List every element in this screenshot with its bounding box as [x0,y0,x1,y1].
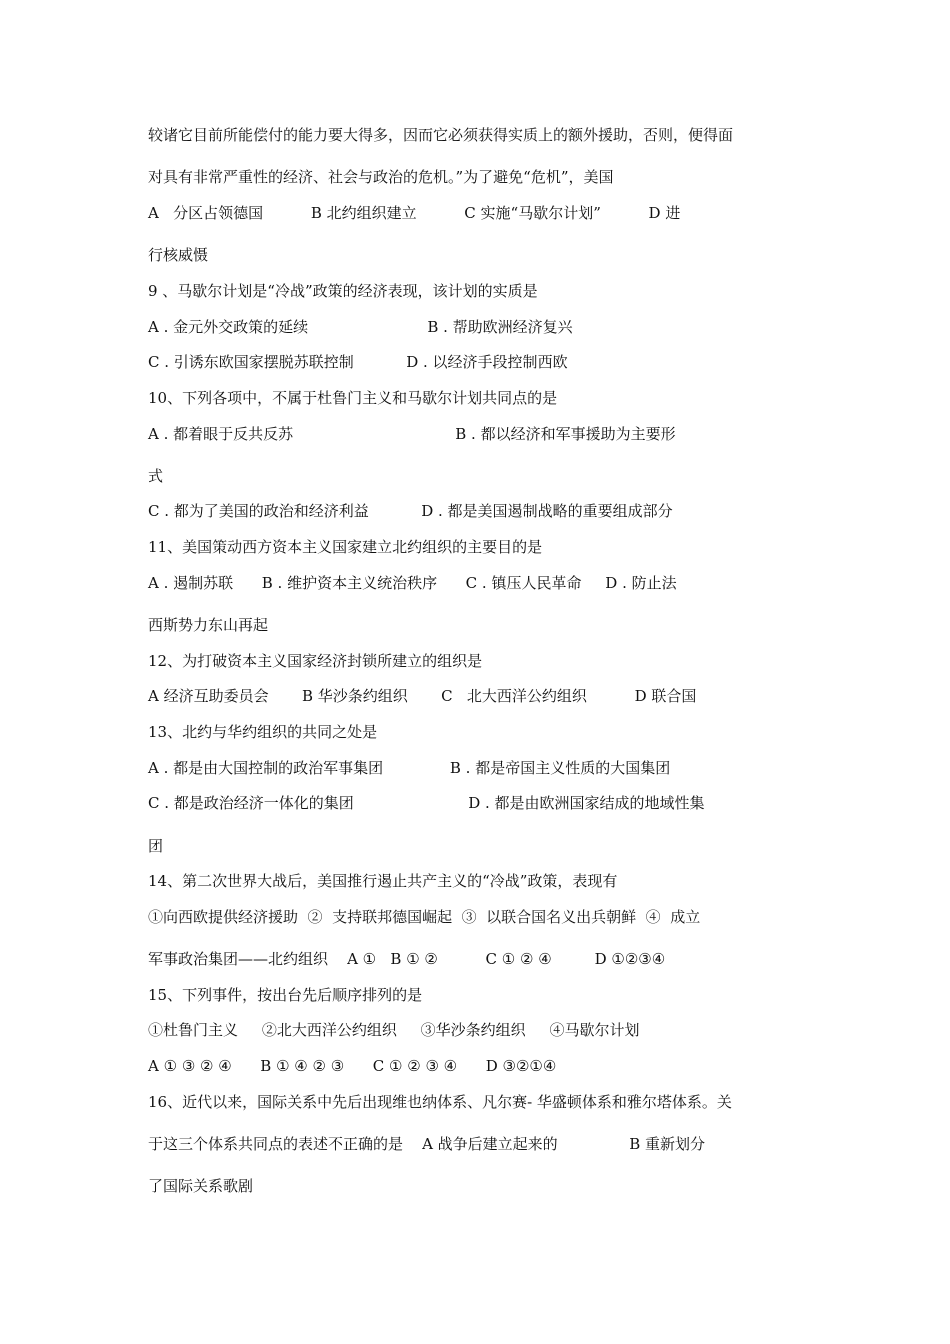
text-line: A . 都着眼于反共反苏 B . 都以经济和军事援助为主要形 [148,425,676,443]
text-line: 行核威慑 [148,246,209,264]
text-line: 对具有非常严重性的经济、社会与政治的危机。”为了避免“危机”，美国 [148,168,614,186]
text-line: ①杜鲁门主义 ②北大西洋公约组织 ③华沙条约组织 ④马歇尔计划 [148,1021,640,1039]
text-line: 较诸它目前所能偿付的能力要大得多，因而它必须获得实质上的额外援助，否则，便得面 [148,126,734,144]
text-line: C . 引诱东欧国家摆脱苏联控制 D . 以经济手段控制西欧 [148,353,568,371]
text-line: A . 遏制苏联 B . 维护资本主义统治秩序 C . 镇压人民革命 D . 防止法 [148,574,677,592]
question-9: 9 、马歇尔计划是“冷战”政策的经济表现，该计划的实质是 [148,282,538,300]
text-line: 了国际关系歌剧 [148,1177,254,1195]
text-line: C . 都是政治经济一体化的集团 D . 都是由欧洲国家结成的地域性集 [148,794,705,812]
text-line: A . 都是由大国控制的政治军事集团 B . 都是帝国主义性质的大国集团 [148,759,671,777]
question-15: 15、下列事件，按出台先后顺序排列的是 [148,986,423,1004]
question-16: 16、近代以来，国际关系中先后出现维也纳体系、凡尔赛- 华盛顿体系和雅尔塔体系。关 [148,1093,732,1111]
text-line: 团 [148,837,164,855]
text-line: A ① ③ ② ④ B ① ④ ② ③ C ① ② ③ ④ D ③②①④ [148,1057,557,1075]
text-line: A 分区占领德国 B 北约组织建立 C 实施“马歇尔计划” D 进 [148,204,681,222]
question-10: 10、下列各项中，不属于杜鲁门主义和马歇尔计划共同点的是 [148,389,558,407]
question-12: 12、为打破资本主义国家经济封锁所建立的组织是 [148,652,483,670]
text-line: 军事政治集团——北约组织 A ① B ① ② C ① ② ④ D ①②③④ [148,950,666,968]
question-11: 11、美国策动西方资本主义国家建立北约组织的主要目的是 [148,538,543,556]
text-line: C . 都为了美国的政治和经济利益 D . 都是美国遏制战略的重要组成部分 [148,502,673,520]
text-line: 式 [148,467,164,485]
text-line: ①向西欧提供经济援助 ② 支持联邦德国崛起 ③ 以联合国名义出兵朝鲜 ④ 成立 [148,908,701,926]
text-line: A . 金元外交政策的延续 B . 帮助欧洲经济复兴 [148,318,573,336]
text-line: 于这三个体系共同点的表述不正确的是 A 战争后建立起来的 B 重新划分 [148,1135,705,1153]
question-13: 13、北约与华约组织的共同之处是 [148,723,378,741]
text-line: A 经济互助委员会 B 华沙条约组织 C 北大西洋公约组织 D 联合国 [148,687,697,705]
question-14: 14、第二次世界大战后，美国推行遏止共产主义的“冷战”政策，表现有 [148,872,618,890]
text-line: 西斯势力东山再起 [148,616,269,634]
